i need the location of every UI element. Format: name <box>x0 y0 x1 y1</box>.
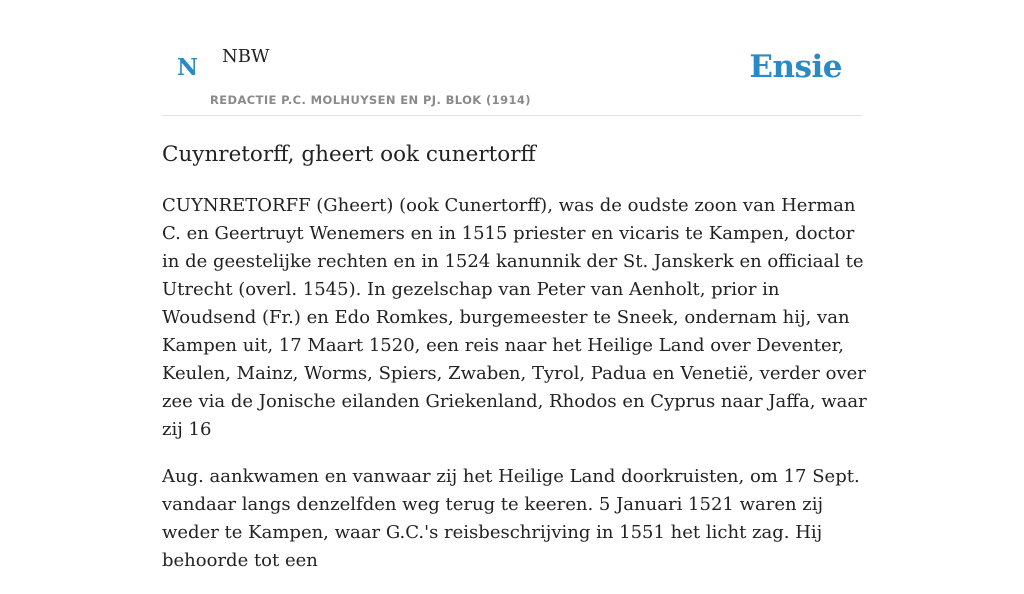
source-header <box>162 0 862 116</box>
brand-logo[interactable]: Ensie <box>749 49 842 85</box>
article-paragraph: Aug. aankwamen en vanwaar zij het Heilige Land doorkruisten, om 17 Sept. vandaar langs denzelfden weg terug te keeren. 5 Januari 1521 waren zij weder te Kampen, waar G.C.'s reisbeschrijving in 1551 het licht zag. Hij behoorde tot een <box>162 466 860 571</box>
article-paragraph: CUYNRETORFF (Gheert) (ook Cunertorff), was de oudste zoon van Herman C. en Geertruyt Wenemers en in 1515 priester en vicaris te Kampen, doctor in de geestelijke rechten en in 1524 kanunnik der St. Janskerk en officiaal te Utrecht (overl. 1545). In gezelschap van Peter van Aenholt, prior in Woudsend (Fr.) en Edo Romkes, burgemeester te Sneek, ondernam hij, van Kampen uit, 17 Maart 1520, een reis naar het Heilige Land over Deventer, Keulen, Mainz, Worms, Spiers, Zwaben, Tyrol, Padua en Venetië, verder over zee via de Jonische eilanden Griekenland, Rhodos en Cyprus naar Jaffa, waar zij 16 <box>162 195 867 440</box>
source-logo-icon: N <box>177 54 199 81</box>
article-title: Cuynretorff, gheert ook cunertorff <box>162 142 536 167</box>
source-subtitle: REDACTIE P.C. MOLHUYSEN EN PJ. BLOK (1914) <box>210 93 531 107</box>
source-name-link[interactable]: NBW <box>222 46 270 67</box>
article-body <box>162 192 874 594</box>
